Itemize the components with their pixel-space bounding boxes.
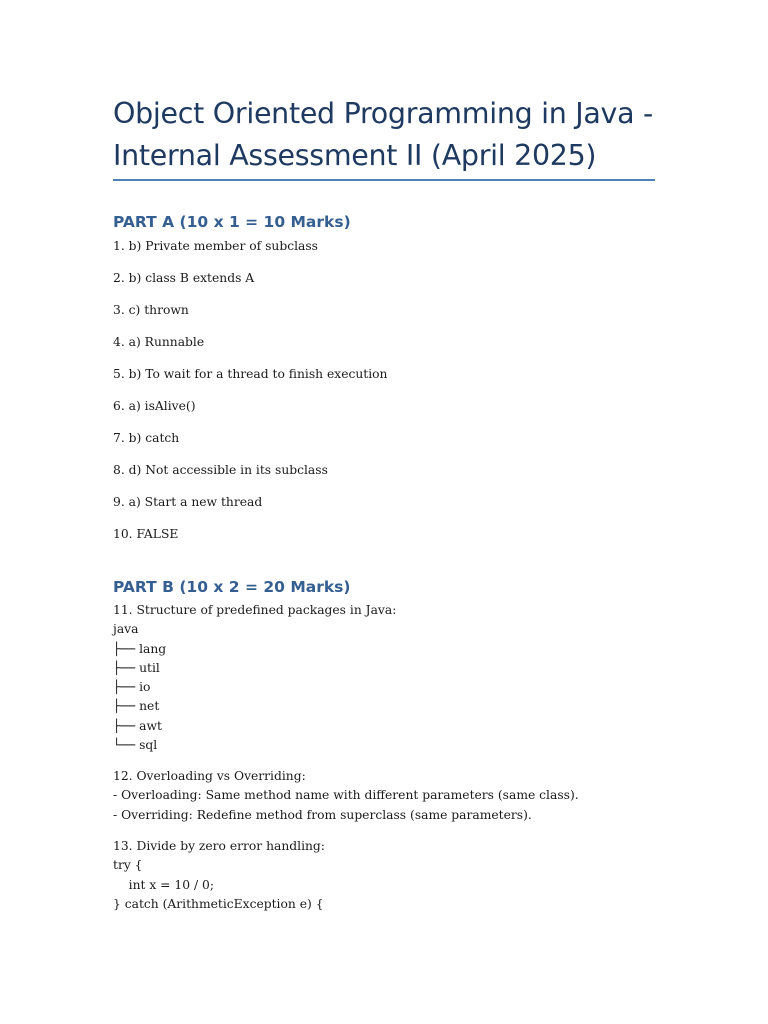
- part-a-answer-8: 8. d) Not accessible in its subclass: [113, 463, 328, 477]
- part-b-heading: PART B (10 x 2 = 20 Marks): [113, 578, 351, 596]
- part-a-answer-4: 4. a) Runnable: [113, 335, 205, 349]
- code-line: try {: [113, 858, 143, 873]
- question-12-line: 12. Overloading vs Overriding:: [113, 769, 306, 783]
- part-a-heading: PART A (10 x 1 = 10 Marks): [113, 213, 351, 231]
- document-title: Object Oriented Programming in Java - Internal Assessment II (April 2025): [113, 97, 654, 172]
- part-a-answer-9: 9. a) Start a new thread: [113, 495, 263, 509]
- package-tree-item: ├── io: [113, 680, 151, 695]
- package-tree-item: ├── awt: [113, 718, 162, 733]
- question-12-answer: [113, 767, 579, 825]
- code-line: } catch (ArithmeticException e) {: [113, 896, 324, 911]
- part-a-answer-10: 10. FALSE: [113, 527, 179, 541]
- question-11-line: 11. Structure of predefined packages in Java:: [113, 603, 397, 617]
- part-a-answer-3: 3. c) thrown: [113, 303, 189, 317]
- code-line: int x = 10 / 0;: [113, 877, 214, 892]
- package-tree-item: ├── util: [113, 660, 160, 675]
- title-divider: [113, 179, 655, 181]
- package-tree-item: ├── net: [113, 699, 160, 714]
- question-13-line: 13. Divide by zero error handling:: [113, 839, 325, 853]
- package-tree-root: java: [113, 622, 139, 637]
- part-a-answer-6: 6. a) isAlive(): [113, 399, 196, 413]
- question-11-answer: [113, 601, 396, 755]
- package-tree-item: └── sql: [113, 738, 158, 753]
- question-12-line: - Overriding: Redefine method from superclass (same parameters).: [113, 807, 532, 822]
- question-13-answer: [113, 837, 325, 914]
- package-tree-item: ├── lang: [113, 641, 167, 656]
- part-a-answer-5: 5. b) To wait for a thread to finish execution: [113, 367, 388, 381]
- question-12-line: - Overloading: Same method name with different parameters (same class).: [113, 788, 579, 803]
- part-a-answer-7: 7. b) catch: [113, 431, 180, 445]
- part-a-answer-1: 1. b) Private member of subclass: [113, 239, 318, 253]
- part-a-answer-2: 2. b) class B extends A: [113, 271, 255, 285]
